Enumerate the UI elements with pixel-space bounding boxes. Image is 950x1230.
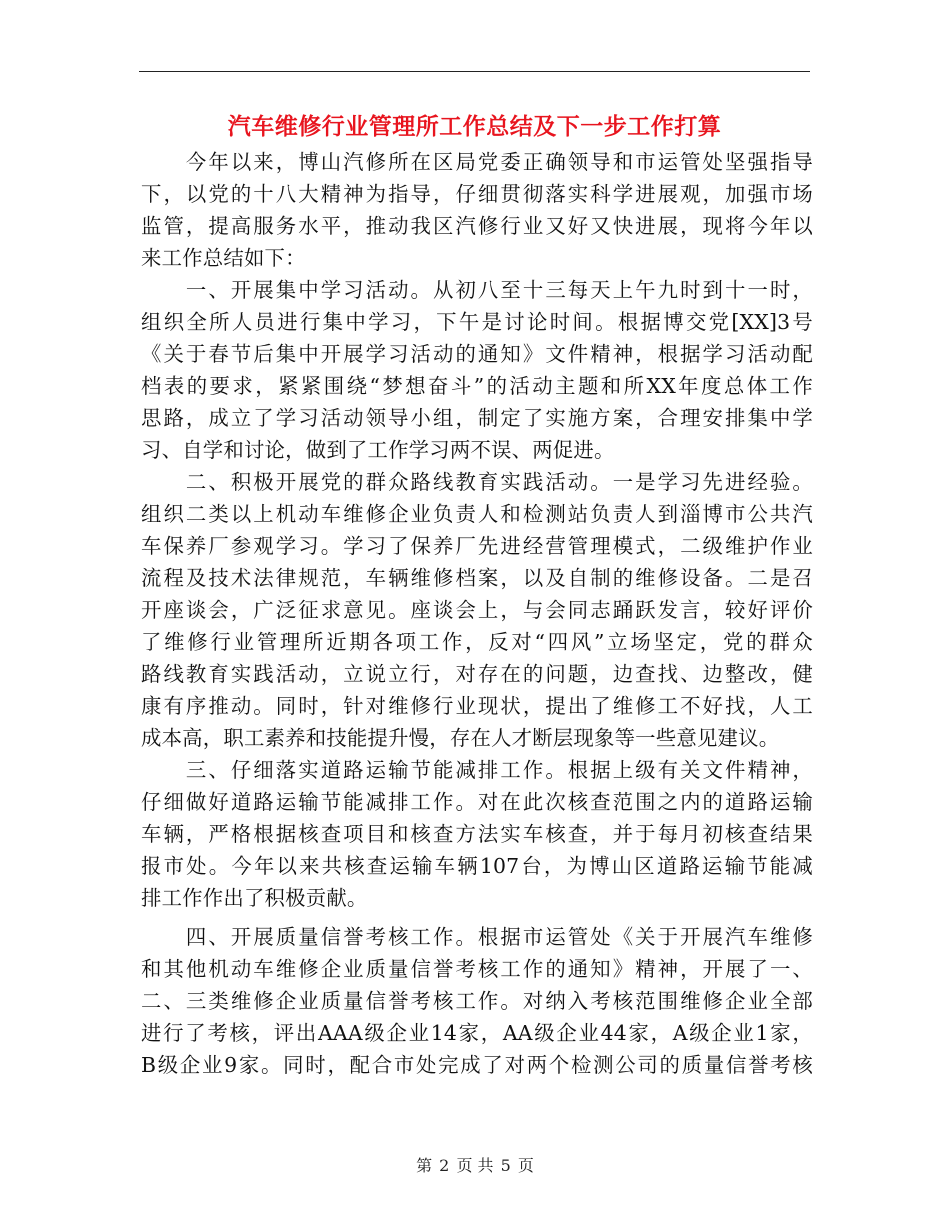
header-rule (139, 71, 810, 72)
paragraph-1 (141, 146, 813, 274)
paragraph-5 (141, 921, 813, 1081)
footer-total-pages: 5 (500, 1156, 511, 1175)
text-line: 《关于春节后集中开展学习活动的通知》文件精神，根据学习活动配 (141, 342, 813, 366)
text-line: 车辆，严格根据核查项目和核查方法实车核查，并于每月初核查结果 (141, 822, 813, 846)
text-line: 下，以党的十八大精神为指导，仔细贯彻落实科学进展观，加强市场 (141, 182, 813, 206)
text-line: 开座谈会，广泛征求意见。座谈会上，与会同志踊跃发言，较好评价 (141, 598, 813, 622)
footer-page-number: 2 (439, 1156, 450, 1175)
text-line: 路线教育实践活动，立说立行，对存在的问题，边查找、边整改，健 (141, 662, 813, 686)
page-footer (0, 1153, 950, 1176)
text-line: B级企业9家。同时，配合市处完成了对两个检测公司的质量信誉考核 (141, 1053, 813, 1077)
text-line: 报市处。今年以来共核查运输车辆107台，为博山区道路运输节能减 (141, 854, 813, 878)
text-line: 车保养厂参观学习。学习了保养厂先进经营管理模式，二级维护作业 (141, 534, 813, 558)
text-line: 档表的要求，紧紧围绕“梦想奋斗”的活动主题和所XX年度总体工作 (141, 374, 813, 398)
text-line: 仔细做好道路运输节能减排工作。对在此次核查范围之内的道路运输 (141, 790, 813, 814)
paragraph-2 (141, 274, 813, 466)
text-line: 组织二类以上机动车维修企业负责人和检测站负责人到淄博市公共汽 (141, 502, 813, 526)
footer-mid: 页 共 (456, 1156, 494, 1175)
document-body (141, 146, 813, 1081)
text-line: 监管，提高服务水平，推动我区汽修行业又好又快进展，现将今年以 (141, 214, 813, 238)
text-line: 进行了考核，评出AAA级企业14家，AA级企业44家，A级企业1家， (141, 1021, 813, 1045)
text-line: 二、积极开展党的群众路线教育实践活动。一是学习先进经验。 (141, 470, 813, 494)
text-line: 流程及技术法律规范，车辆维修档案，以及自制的维修设备。二是召 (141, 566, 813, 590)
paragraph-3 (141, 466, 813, 754)
footer-suffix: 页 (517, 1156, 534, 1175)
text-line: 习、自学和讨论，做到了工作学习两不误、两促进。 (141, 438, 615, 462)
text-line: 成本高，职工素养和技能提升慢，存在人才断层现象等一些意见建议。 (141, 726, 780, 750)
text-line: 排工作作出了积极贡献。 (141, 886, 368, 910)
text-line: 今年以来，博山汽修所在区局党委正确领导和市运管处坚强指导 (141, 150, 813, 174)
text-line: 思路，成立了学习活动领导小组，制定了实施方案，合理安排集中学 (141, 406, 813, 430)
footer-prefix: 第 (416, 1156, 433, 1175)
text-line: 和其他机动车维修企业质量信誉考核工作的通知》精神，开展了一、 (141, 957, 813, 981)
text-line: 组织全所人员进行集中学习，下午是讨论时间。根据博交党[XX]3号 (141, 310, 813, 334)
text-line: 二、三类维修企业质量信誉考核工作。对纳入考核范围维修企业全部 (141, 989, 813, 1013)
text-line: 来工作总结如下： (141, 246, 306, 270)
text-line: 了维修行业管理所近期各项工作，反对“四风”立场坚定，党的群众 (141, 630, 813, 654)
document-title: 汽车维修行业管理所工作总结及下一步工作打算 (227, 114, 722, 140)
paragraph-4 (141, 754, 813, 914)
text-line: 一、开展集中学习活动。从初八至十三每天上午九时到十一时， (141, 278, 813, 302)
text-line: 四、开展质量信誉考核工作。根据市运管处《关于开展汽车维修 (141, 925, 813, 949)
text-line: 康有序推动。同时，针对维修行业现状，提出了维修工不好找，人工 (141, 694, 813, 718)
text-line: 三、仔细落实道路运输节能减排工作。根据上级有关文件精神， (141, 758, 813, 782)
